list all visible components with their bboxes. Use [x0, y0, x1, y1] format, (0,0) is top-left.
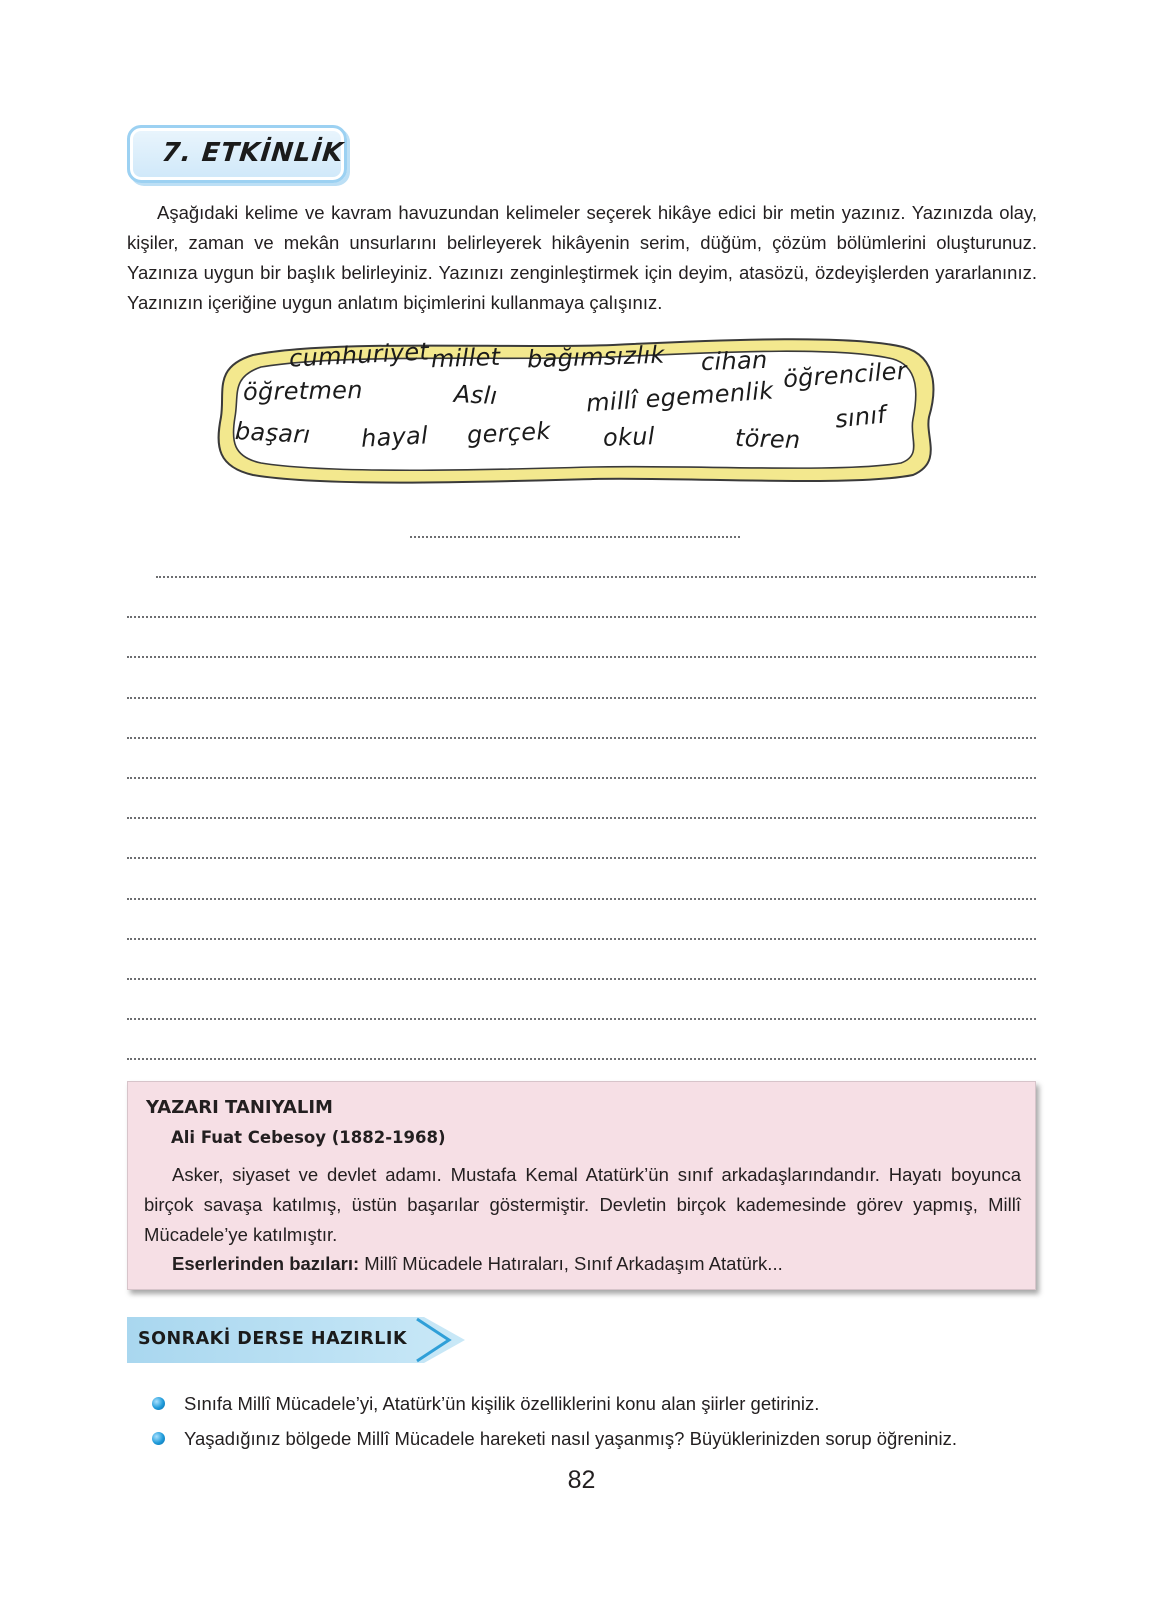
- writing-line[interactable]: [156, 576, 1036, 578]
- prep-list-item-text: Yaşadığınız bölgede Millî Mücadele hareketi nasıl yaşanmış? Büyüklerinizden sorup öğreniniz.: [184, 1428, 957, 1449]
- word-pool-item: millî egemenlik: [585, 376, 775, 418]
- word-pool-item: cihan: [700, 345, 768, 377]
- story-title-line[interactable]: [410, 536, 740, 538]
- word-pool-item: bağımsızlık: [526, 340, 665, 374]
- word-pool: [213, 337, 943, 487]
- writing-line[interactable]: [127, 857, 1036, 859]
- word-pool-item: tören: [734, 423, 801, 455]
- writing-line[interactable]: [127, 1058, 1036, 1060]
- author-bio: Asker, siyaset ve devlet adamı. Mustafa Kemal Atatürk’ün sınıf arkadaşlarındandır. Hayatı boyunca birçok savaşa katılmış, üstün başarılar göstermiştir. Devletin birçok kademesinde görev yapmış, Millî Mücadele’ye katılmıştır.: [144, 1164, 1021, 1245]
- author-works-label: Eserlerinden bazıları:: [172, 1253, 360, 1274]
- author-name: Ali Fuat Cebesoy (1882-1968): [171, 1128, 446, 1147]
- word-pool-item: okul: [602, 422, 656, 452]
- writing-line[interactable]: [127, 898, 1036, 900]
- writing-line[interactable]: [127, 978, 1036, 980]
- activity-title-badge: [127, 125, 347, 183]
- word-pool-item: Aslı: [453, 379, 499, 411]
- word-pool-item: cumhuriyet: [288, 337, 430, 373]
- author-works-list: Millî Mücadele Hatıraları, Sınıf Arkadaşım Atatürk...: [359, 1253, 783, 1274]
- writing-line[interactable]: [127, 656, 1036, 658]
- prep-list-item-text: Sınıfa Millî Mücadele’yi, Atatürk’ün kişilik özelliklerini konu alan şiirler getiriniz.: [184, 1393, 820, 1414]
- word-pool-item: başarı: [234, 417, 312, 449]
- page-number: 82: [567, 1466, 596, 1494]
- word-pool-item: gerçek: [466, 416, 552, 450]
- writing-line[interactable]: [127, 817, 1036, 819]
- writing-line[interactable]: [127, 737, 1036, 739]
- word-pool-item: sınıf: [833, 400, 888, 434]
- author-info-box: [127, 1081, 1036, 1290]
- author-works: [172, 1253, 783, 1275]
- next-lesson-heading: SONRAKİ DERSE HAZIRLIK: [138, 1329, 408, 1349]
- writing-line[interactable]: [127, 1018, 1036, 1020]
- bullet-icon: [152, 1432, 165, 1445]
- word-pool-item: hayal: [360, 421, 429, 453]
- writing-line[interactable]: [127, 777, 1036, 779]
- word-pool-item: öğretmen: [242, 375, 363, 407]
- writing-line[interactable]: [127, 938, 1036, 940]
- word-pool-item: öğrenciler: [782, 356, 908, 394]
- activity-instructions: Aşağıdaki kelime ve kavram havuzundan kelimeler seçerek hikâye edici bir metin yazınız. Yazınızda olay, kişiler, zaman ve mekân unsurlarını belirleyerek hikâyenin serim, düğüm, çözüm bölümlerini oluşturunuz. Yazınıza uygun bir başlık belirleyiniz. Yazınızı zenginleştirmek için deyim, atasözü, özdeyişlerden yararlanınız. Yazınızın içeriğine uygun anlatım biçimlerini kullanmaya çalışınız.: [127, 202, 1037, 313]
- bullet-icon: [152, 1397, 165, 1410]
- writing-line[interactable]: [127, 697, 1036, 699]
- next-lesson-banner: [127, 1317, 467, 1363]
- author-box-heading: YAZARI TANIYALIM: [146, 1097, 333, 1118]
- writing-line[interactable]: [127, 616, 1036, 618]
- word-pool-item: millet: [430, 342, 501, 374]
- activity-title: 7. ETKİNLİK: [160, 138, 346, 168]
